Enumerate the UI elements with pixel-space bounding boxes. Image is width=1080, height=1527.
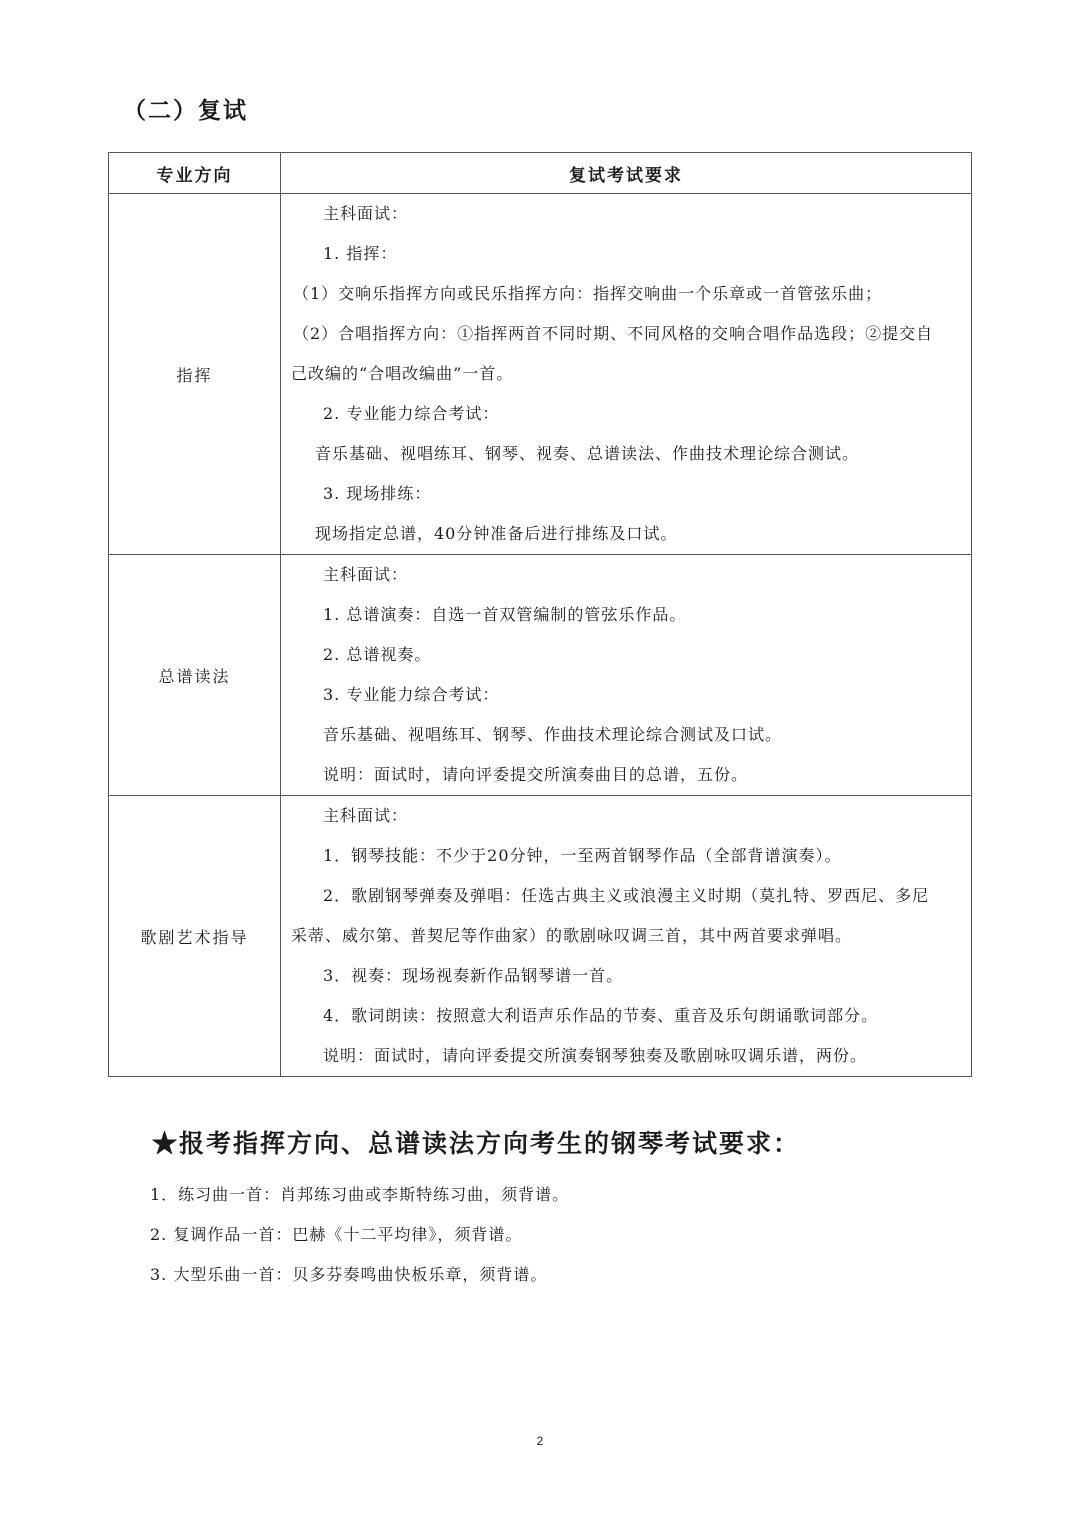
table-row xyxy=(109,796,972,1077)
req-line: 说明：面试时，请向评委提交所演奏钢琴独奏及歌剧咏叹调乐谱，两份。 xyxy=(323,1046,868,1065)
row-requirements xyxy=(281,555,972,796)
req-line: 3. 现场排练： xyxy=(323,484,432,503)
piano-requirements-heading: ★报考指挥方向、总谱读法方向考生的钢琴考试要求： xyxy=(152,1129,801,1158)
row-requirements xyxy=(281,194,972,555)
req-line: 4．歌词朗读：按照意大利语声乐作品的节奏、重音及乐句朗诵歌词部分。 xyxy=(323,1006,879,1025)
req-line: （2）合唱指挥方向：①指挥两首不同时期、不同风格的交响合唱作品选段；②提交自 xyxy=(293,324,934,343)
req-line: 说明：面试时，请向评委提交所演奏曲目的总谱，五份。 xyxy=(323,765,749,784)
req-line: 音乐基础、视唱练耳、钢琴、视奏、总谱读法、作曲技术理论综合测试。 xyxy=(315,444,860,463)
req-line: 主科面试： xyxy=(323,204,409,223)
list-item: 3. 大型乐曲一首：贝多芬奏鸣曲快板乐章，须背谱。 xyxy=(150,1265,548,1284)
list-item: 1．练习曲一首：肖邦练习曲或李斯特练习曲，须背谱。 xyxy=(150,1185,570,1204)
row-direction: 歌剧艺术指导 xyxy=(109,796,281,1077)
req-line: 1．钢琴技能：不少于20分钟，一至两首钢琴作品（全部背谱演奏）。 xyxy=(323,846,842,865)
page-number: 2 xyxy=(536,1434,544,1448)
section-title: （二）复试 xyxy=(123,97,248,124)
req-line: 己改编的“合唱改编曲”一首。 xyxy=(291,364,514,383)
req-line: 1. 总谱演奏：自选一首双管编制的管弦乐作品。 xyxy=(323,605,687,624)
req-line: 主科面试： xyxy=(323,806,409,825)
req-line: 2．歌剧钢琴弹奏及弹唱：任选古典主义或浪漫主义时期（莫扎特、罗西尼、多尼 xyxy=(323,886,930,905)
row-direction: 总谱读法 xyxy=(109,555,281,796)
row-requirements xyxy=(281,796,972,1077)
table-row xyxy=(109,555,972,796)
req-line: 音乐基础、视唱练耳、钢琴、作曲技术理论综合测试及口试。 xyxy=(323,725,783,744)
row-direction: 指挥 xyxy=(109,194,281,555)
req-line: 主科面试： xyxy=(323,565,409,584)
req-line: （1）交响乐指挥方向或民乐指挥方向：指挥交响曲一个乐章或一首管弦乐曲； xyxy=(293,284,883,303)
req-line: 现场指定总谱，40分钟准备后进行排练及口试。 xyxy=(315,524,678,543)
table-row xyxy=(109,194,972,555)
requirements-table xyxy=(108,152,972,1077)
header-direction: 专业方向 xyxy=(109,153,281,194)
list-item: 2. 复调作品一首：巴赫《十二平均律》，须背谱。 xyxy=(150,1225,523,1244)
req-line: 2. 总谱视奏。 xyxy=(323,645,432,664)
header-requirements: 复试考试要求 xyxy=(281,153,972,194)
req-line: 3．视奏：现场视奏新作品钢琴谱一首。 xyxy=(323,966,624,985)
req-line: 1. 指挥： xyxy=(323,244,398,263)
piano-requirements-list xyxy=(150,1182,569,1302)
table-header-row xyxy=(109,153,972,194)
req-line: 采蒂、威尔第、普契尼等作曲家）的歌剧咏叹调三首，其中两首要求弹唱。 xyxy=(291,926,853,945)
req-line: 3. 专业能力综合考试： xyxy=(323,685,500,704)
req-line: 2. 专业能力综合考试： xyxy=(323,404,500,423)
